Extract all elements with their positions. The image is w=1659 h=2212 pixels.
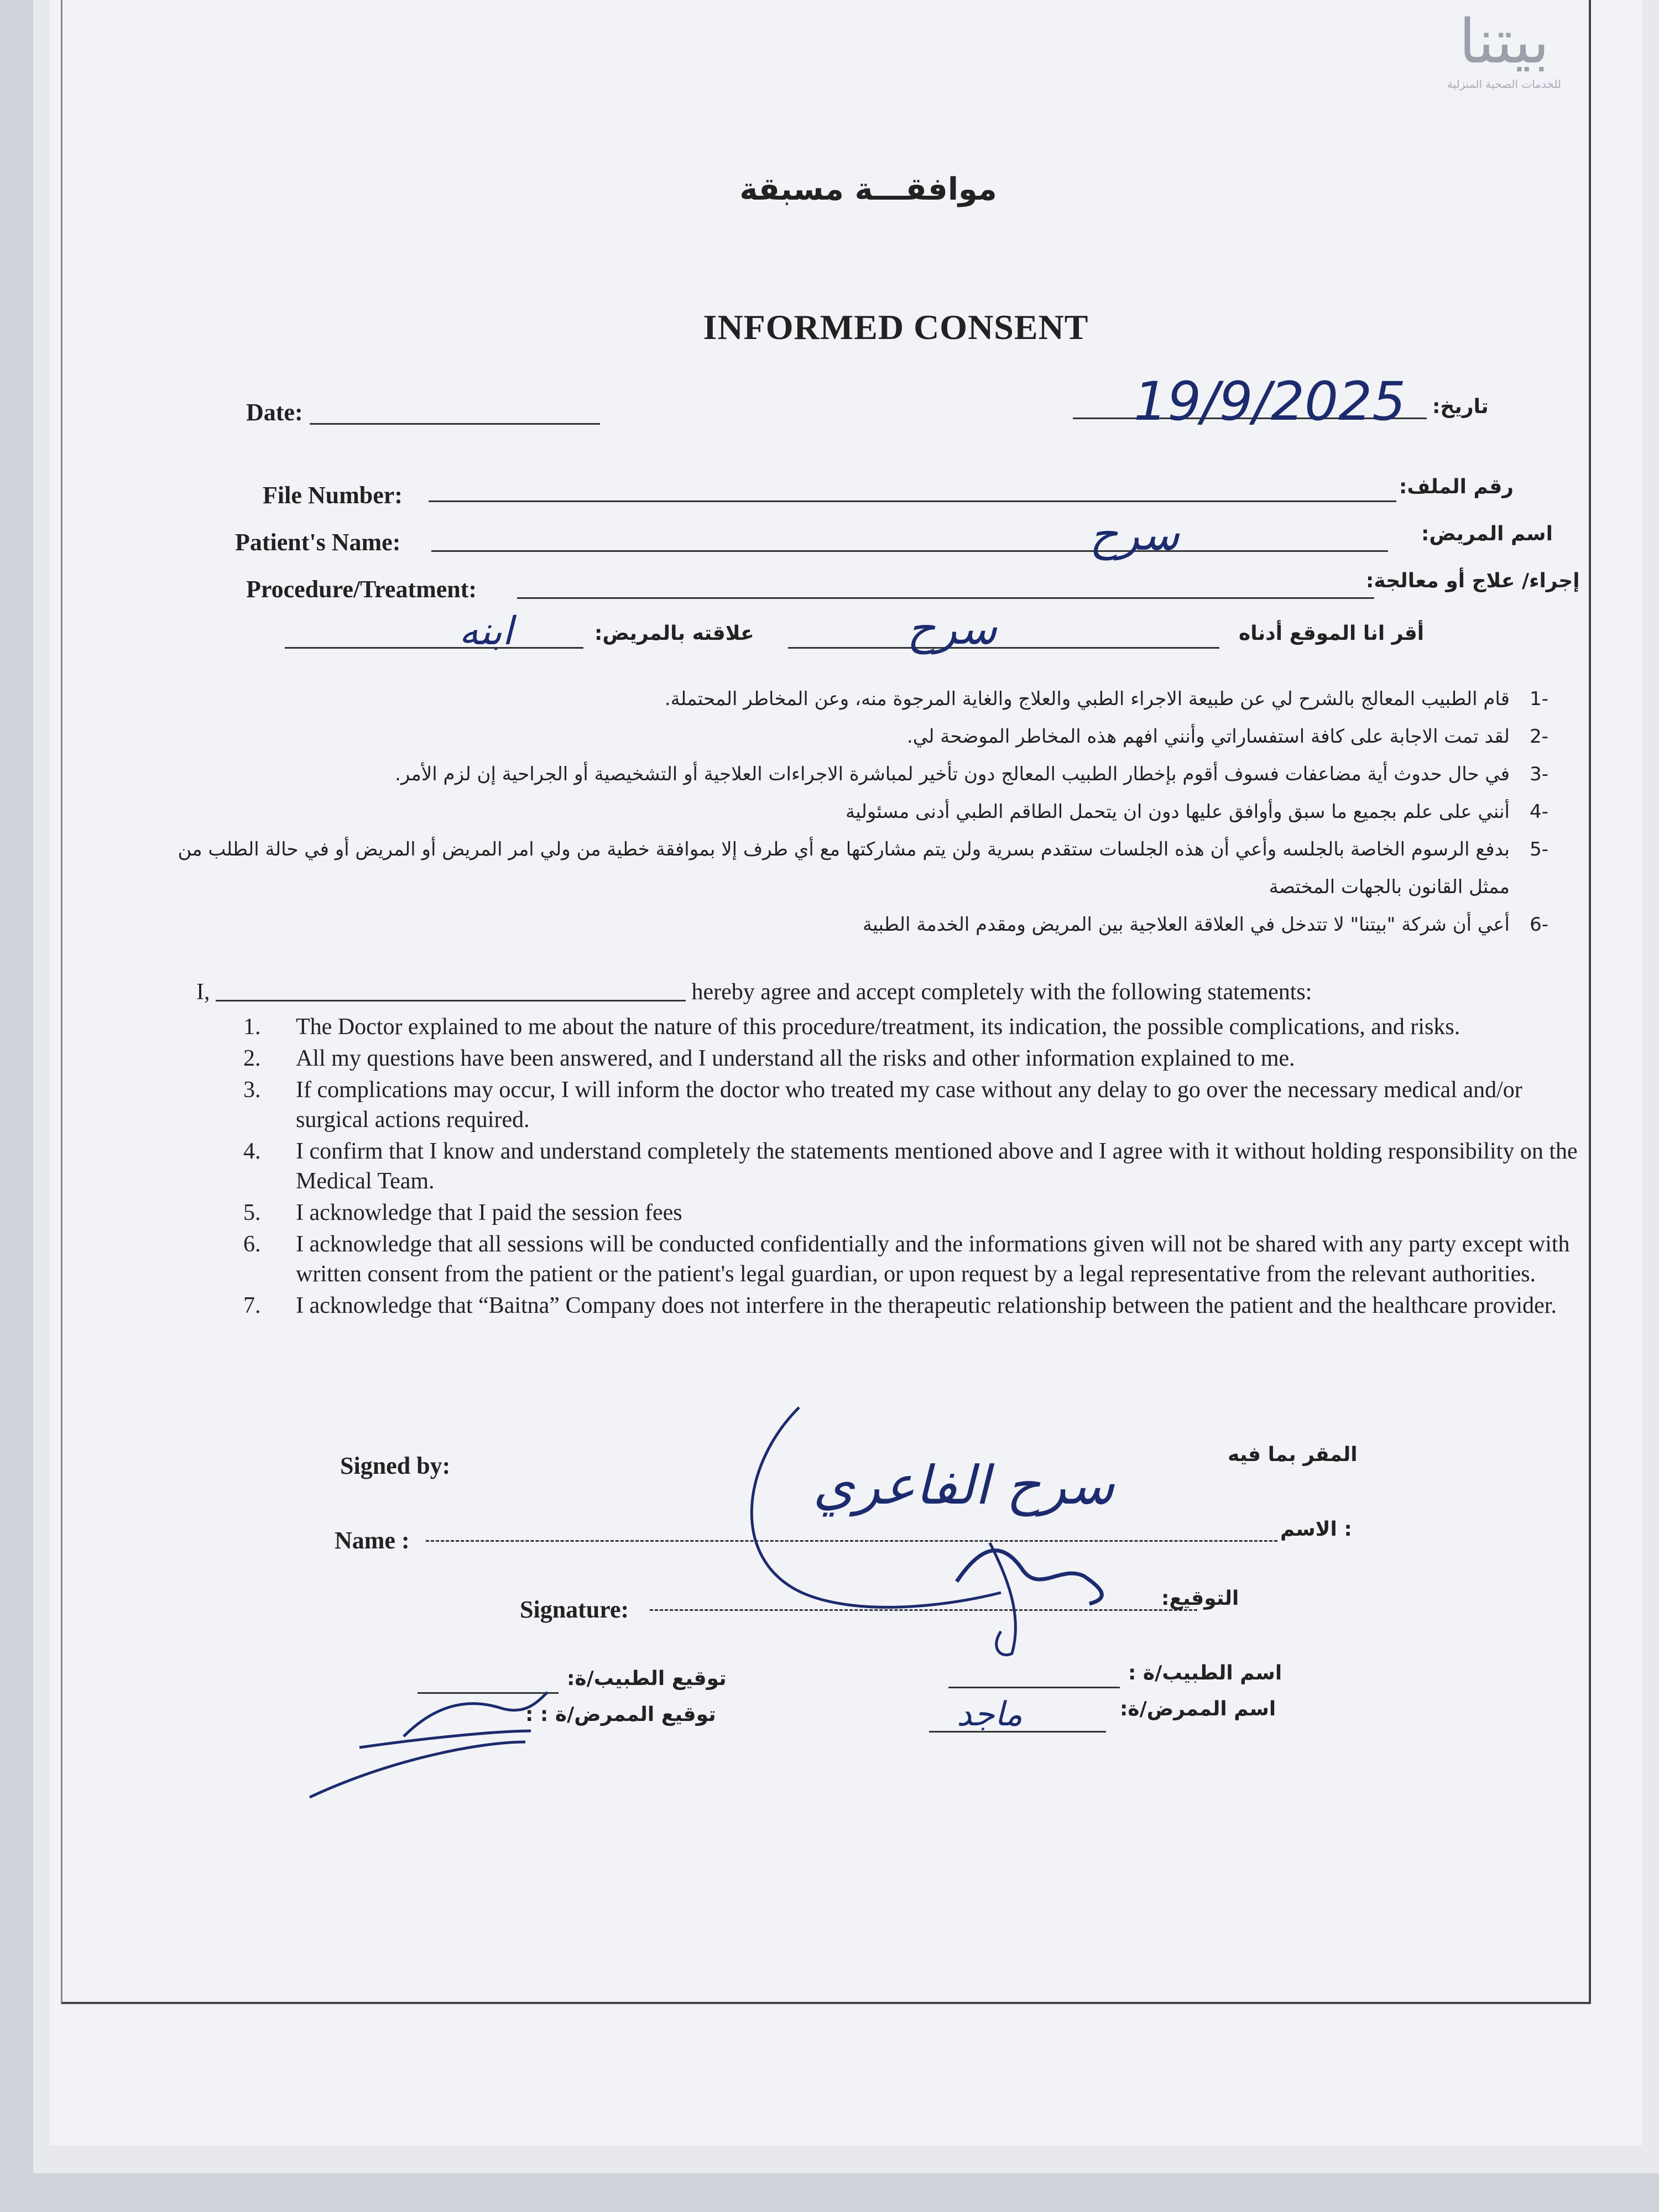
name-label: Name :: [335, 1527, 410, 1554]
english-statement: 4. I confirm that I know and understand completely the statements mentioned above and I agree with it without holding responsibility on the Medical Team.: [243, 1139, 1578, 1194]
arabic-statement: -5 بدفع الرسوم الخاصة بالجلسه وأعي أن هذه الجلسات ستقدم بسرية ولن يتم مشاركتها مع أي طرف إلا بموافقة خطية من ولي امر المريض أو المريض أو في حالة الطلب من ممثل القانون بالجهات المختصة: [178, 838, 1548, 898]
arabic-statement: -3 في حال حدوث أية مضاعفات فسوف أقوم بإخطار الطبيب المعالج دون تأخير لمباشرة الاجراءات العلاجية أو التشخيصية أو الجراحية إن لزم الأمر.: [395, 763, 1548, 785]
intro-suffix: hereby agree and accept completely with the following statements:: [691, 979, 1312, 1005]
english-title: INFORMED CONSENT: [703, 307, 1089, 347]
english-statement: 6. I acknowledge that all sessions will be conducted confidentially and the informations given will not be shared with any party except with written consent from the patient or the patient's legal guardian, or upon request by a legal representative from the relevant authorities.: [243, 1232, 1570, 1287]
patient-name-value: سرح: [1089, 509, 1180, 560]
date-label: Date:: [246, 399, 303, 426]
name-value: سرح الفاعري: [813, 1454, 1115, 1516]
logo-subtitle: للخدمات الصحية المنزلية: [1447, 77, 1562, 91]
english-statement: 5. I acknowledge that I paid the session fees: [243, 1200, 682, 1225]
procedure-label-ar: إجراء/ علاج أو معالجة:: [1366, 570, 1580, 592]
patient-name-label: Patient's Name:: [235, 529, 401, 556]
name-label-ar: : الاسم: [1280, 1518, 1352, 1541]
logo-wordmark: بيتنا: [1459, 6, 1550, 77]
signature-label-ar: التوقيع:: [1161, 1587, 1239, 1610]
intro-prefix: I,: [196, 979, 210, 1005]
signed-by-label-ar: المقر بما فيه: [1228, 1443, 1358, 1466]
file-number-label: File Number:: [263, 482, 403, 509]
consent-form-page: [50, 0, 1642, 2146]
signer-value: سرح: [907, 603, 997, 654]
nurse-signature-label-ar: توقيع الممرض/ة : :: [525, 1703, 716, 1726]
file-number-label-ar: رقم الملف:: [1399, 476, 1514, 498]
signer-label-ar: أقر انا الموقع أدناه: [1239, 622, 1425, 645]
nurse-name-label-ar: اسم الممرض/ة:: [1120, 1698, 1276, 1720]
doctor-name-label-ar: اسم الطبيب/ة :: [1128, 1662, 1282, 1684]
english-statement: 7. I acknowledge that “Baitna” Company does not interfere in the therapeutic relationship between the patient and the healthcare provider.: [243, 1293, 1557, 1318]
relation-value: ابنه: [459, 608, 513, 654]
arabic-statement: -2 لقد تمت الاجابة على كافة استفساراتي وأنني افهم هذه المخاطر الموضحة لي.: [906, 726, 1548, 748]
nurse-name-value: ماجد: [957, 1695, 1023, 1734]
doctor-signature-label-ar: توقيع الطبيب/ة:: [567, 1667, 727, 1690]
date-label-ar: تاريخ:: [1432, 395, 1489, 418]
procedure-label: Procedure/Treatment:: [246, 576, 477, 603]
arabic-title: موافقـــة مسبقة: [739, 171, 997, 207]
english-statement: 2. All my questions have been answered, and I understand all the risks and other information explained to me.: [243, 1046, 1295, 1071]
arabic-statement: -1 قام الطبيب المعالج بالشرح لي عن طبيعة الاجراء الطبي والعلاج والغاية المرجوة منه، وعن المخاطر المحتملة.: [664, 688, 1548, 710]
signature-label: Signature:: [520, 1596, 629, 1623]
arabic-statement: -6 أعي أن شركة "بيتنا" لا تتدخل في العلاقة العلاجية بين المريض ومقدم الخدمة الطبية: [863, 914, 1548, 936]
english-statement: 1. The Doctor explained to me about the nature of this procedure/treatment, its indication, the possible complications, and risks.: [243, 1014, 1460, 1040]
patient-name-label-ar: اسم المريض:: [1421, 523, 1553, 545]
nurse-signature-drawing: [50, 0, 1642, 1991]
date-value: 19/9/2025: [1134, 371, 1406, 432]
english-statement: 3. If complications may occur, I will inform the doctor who treated my case without any delay to go over the necessary medical and/or surgical actions required.: [243, 1077, 1522, 1133]
arabic-statement: -4 أنني على علم بجميع ما سبق وأوافق عليها دون ان يتحمل الطاقم الطبي أدنى مسئولية: [846, 801, 1548, 823]
relation-label-ar: علاقته بالمريض:: [594, 622, 754, 645]
signed-by-label: Signed by:: [340, 1452, 451, 1479]
